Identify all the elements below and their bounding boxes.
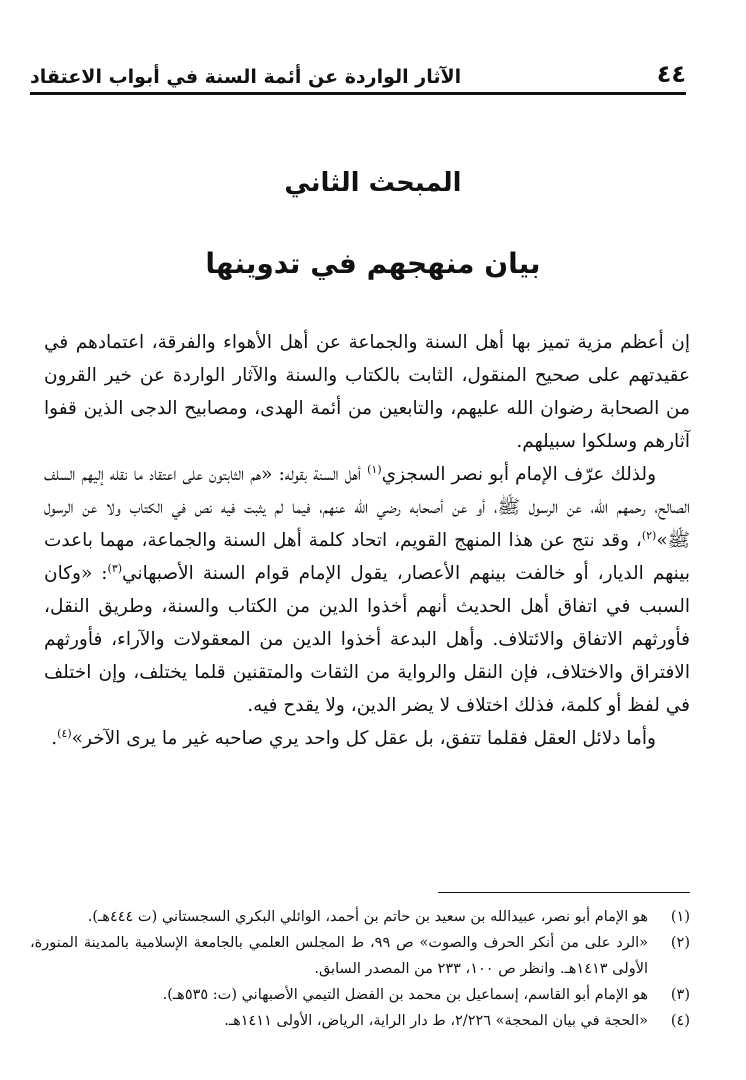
paragraph-3-part-a: وأما دلائل العقل فقلما تتفق، بل عقل كل واحد يري صاحبه غير ما يرى الآخر»	[71, 728, 656, 749]
footnote-rule	[438, 892, 690, 893]
chapter-title: بيان منهجهم في تدوينها	[205, 247, 541, 280]
footnote-2	[30, 930, 690, 982]
footnote-3	[30, 982, 690, 1008]
header-rule	[30, 92, 686, 95]
paragraph-3-part-b: .	[51, 728, 58, 749]
section-title: المبحث الثاني	[284, 168, 462, 198]
footnote-ref-3[interactable]: (٣)	[107, 561, 123, 575]
paragraph-2	[44, 458, 690, 722]
paragraph-2-part-a: ولذلك عرّف الإمام أبو نصر السجزي	[381, 464, 656, 485]
footnotes	[30, 904, 690, 1034]
running-title: الآثار الواردة عن أئمة السنة في أبواب الاعتقاد	[30, 66, 462, 88]
footnote-text: «الرد على من أنكر الحرف والصوت» ص ٩٩، ط المجلس العلمي بالجامعة الإسلامية بالمدينة المنورة، الأولى ١٤١٣هـ. وانظر ص ١٠٠، ٢٣٣ من المصدر السابق.	[30, 935, 649, 977]
paragraph-1: إن أعظم مزية تميز بها أهل السنة والجماعة عن أهل الأهواء والفرقة، اعتمادهم في عقيدتهم على صحيح المنقول، الثابت بالكتاب والسنة والآثار الواردة عن خير القرون من الصحابة رضوان الله عليهم، والتابعين من أئمة الهدى، ومصابيح الدجى الذين قفوا آثارهم وسلكوا سبيلهم.	[44, 332, 690, 452]
footnote-text: هو الإمام أبو نصر، عبيدالله بن سعيد بن حاتم بن أحمد، الوائلي البكري السجستاني (ت ٤٤٤هـ).	[87, 909, 648, 925]
footnote-number: (٢)	[670, 935, 690, 951]
footnote-ref-4[interactable]: (٤)	[57, 726, 72, 740]
footnote-ref-2[interactable]: (٢)	[641, 528, 657, 542]
footnote-1	[30, 904, 690, 930]
footnote-number: (١)	[670, 909, 690, 925]
paragraph-3	[44, 722, 690, 755]
footnote-ref-1[interactable]: (١)	[367, 462, 382, 476]
paragraph-2-part-b: أهل السنة بقوله: «هم الثابتون على اعتقاد ما نقله إليهم السلف الصالح، رحمهم الله، عن الرسول ﷺ، أو عن أصحابه رضي الله عنهم، فيما لم يثبت فيه نص في الكتاب ولا عن الرسول ﷺ»	[44, 464, 690, 551]
page-number: ٤٤	[656, 60, 686, 88]
body-text	[44, 326, 690, 755]
running-header	[30, 52, 686, 88]
footnote-text: «الحجة في بيان المحجة» ٢/٢٢٦، ط دار الراية، الرياض، الأولى ١٤١١هـ.	[224, 1013, 648, 1029]
footnote-4	[30, 1008, 690, 1034]
footnote-number: (٤)	[670, 1013, 690, 1029]
footnote-text: هو الإمام أبو القاسم، إسماعيل بن محمد بن الفضل التيمي الأصبهاني (ت: ٥٣٥هـ).	[162, 987, 648, 1003]
footnote-number: (٣)	[670, 987, 690, 1003]
paragraph-2-part-d: : «وكان السبب في اتفاق أهل الحديث أنهم أخذوا الدين من الكتاب والسنة، وطريق النقل، فأورثهم الاتفاق والائتلاف. وأهل البدعة أخذوا الدين من المعقولات والآراء، فأورثهم الافتراق والاختلاف، فإن النقل والرواية من الثقات والمتقنين قلما يختلف، وإن اختلف في لفظ أو كلمة، فذلك اختلاف لا يضر الدين، ولا يقدح فيه.	[44, 563, 690, 716]
paragraph-2-part-c: ، وقد نتج عن هذا المنهج القويم، اتحاد كلمة أهل السنة والجماعة، مهما باعدت بينهم الديار، أو خالفت بينهم الأعصار، يقول الإمام قوام السنة الأصبهاني	[44, 530, 690, 584]
